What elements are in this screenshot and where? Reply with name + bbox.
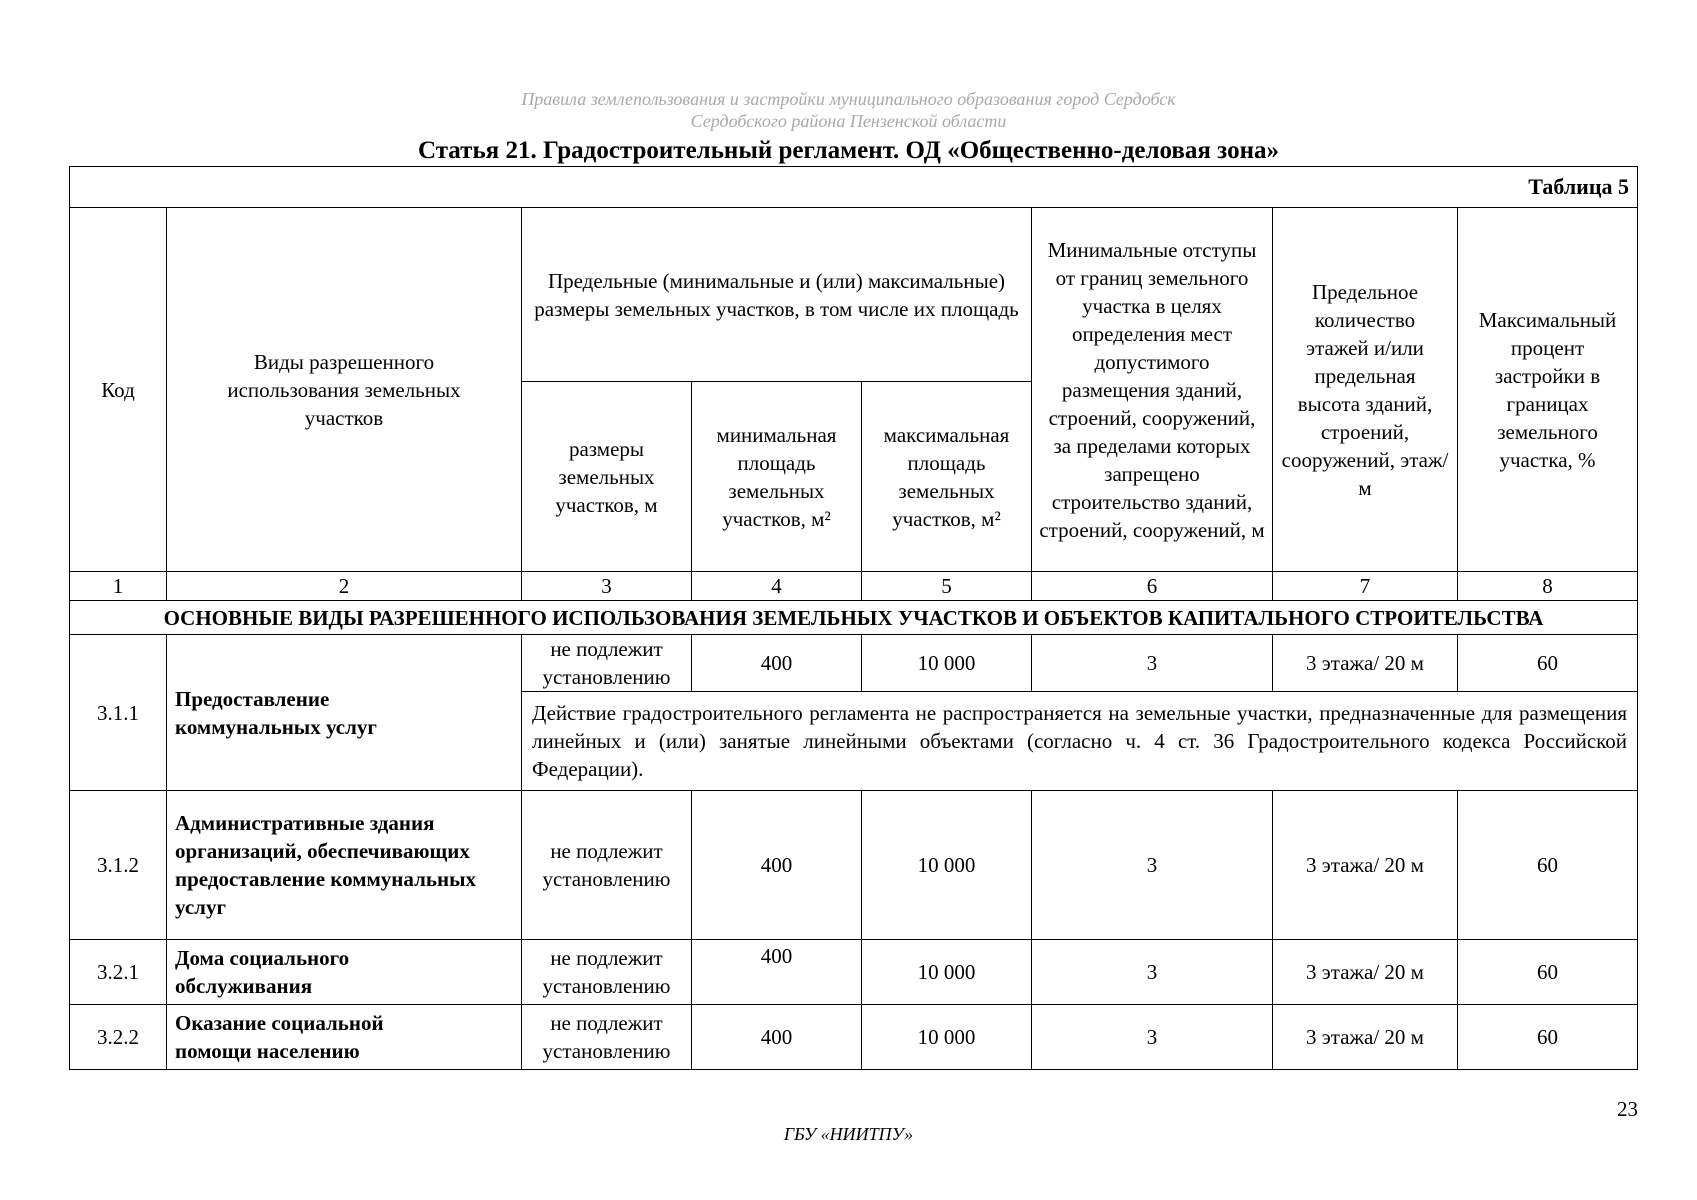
row-floors: 3 этажа/ 20 м	[1273, 940, 1458, 1005]
header-code: Код	[70, 208, 167, 572]
row-plot-size: не подлежит установлению	[522, 791, 692, 940]
table-label-row	[70, 167, 1638, 208]
column-number: 6	[1032, 572, 1273, 601]
table-row	[70, 1005, 1638, 1070]
row-code: 3.2.2	[70, 1005, 167, 1070]
row-max-area: 10 000	[862, 1005, 1032, 1070]
row-setback: 3	[1032, 635, 1273, 692]
column-number: 2	[167, 572, 522, 601]
header-use-type: Виды разрешенного использования земельных участков	[167, 208, 522, 572]
section-title: ОСНОВНЫЕ ВИДЫ РАЗРЕШЕННОГО ИСПОЛЬЗОВАНИЯ ЗЕМЕЛЬНЫХ УЧАСТКОВ И ОБЪЕКТОВ КАПИТАЛЬНОГО СТРОИТЕЛЬСТВА	[70, 601, 1638, 635]
row-max-area: 10 000	[862, 635, 1032, 692]
row-max-area: 10 000	[862, 791, 1032, 940]
row-code: 3.1.2	[70, 791, 167, 940]
row-plot-size: не подлежит установлению	[522, 635, 692, 692]
running-header-line-2: Сердобского района Пензенской области	[690, 111, 1007, 131]
running-header	[0, 88, 1697, 132]
column-number: 3	[522, 572, 692, 601]
header-limit-group: Предельные (минимальные и (или) максимальные) размеры земельных участков, в том числе их площадь	[522, 208, 1032, 382]
column-number-row	[70, 572, 1638, 601]
row-use-name: Административные здания организаций, обеспечивающих предоставление коммунальных услуг	[167, 791, 522, 940]
table-row	[70, 940, 1638, 1005]
row-plot-size: не подлежит установлению	[522, 1005, 692, 1070]
row-min-area: 400	[692, 1005, 862, 1070]
column-number: 5	[862, 572, 1032, 601]
section-row	[70, 601, 1638, 635]
row-min-area: 400	[692, 940, 862, 1005]
column-number: 7	[1273, 572, 1458, 601]
row-coverage: 60	[1458, 635, 1638, 692]
column-number: 1	[70, 572, 167, 601]
header-max-area: максимальная площадь земельных участков, м²	[862, 382, 1032, 572]
row-setback: 3	[1032, 791, 1273, 940]
row-setback: 3	[1032, 1005, 1273, 1070]
row-coverage: 60	[1458, 940, 1638, 1005]
row-code: 3.1.1	[70, 635, 167, 791]
row-setback: 3	[1032, 940, 1273, 1005]
row-use-name: Дома социального обслуживания	[167, 940, 522, 1005]
table-row	[70, 635, 1638, 692]
table-label: Таблица 5	[70, 167, 1638, 208]
header-plot-size: размеры земельных участков, м	[522, 382, 692, 572]
article-title: Статья 21. Градостроительный регламент. ОД «Общественно-деловая зона»	[418, 137, 1279, 164]
table-row	[70, 791, 1638, 940]
header-floors: Предельное количество этажей и/или предельная высота зданий, строений, сооружений, этаж/м	[1273, 208, 1458, 572]
footer-organization: ГБУ «НИИТПУ»	[783, 1124, 914, 1144]
row-note: Действие градостроительного регламента не распространяется на земельные участки, предназначенные для размещения линейных и (или) занятые линейными объектами (согласно ч. 4 ст. 36 Градостроительного кодекса Российской Федерации).	[522, 692, 1638, 791]
row-floors: 3 этажа/ 20 м	[1273, 791, 1458, 940]
header-row-1	[70, 208, 1638, 382]
row-floors: 3 этажа/ 20 м	[1273, 635, 1458, 692]
row-min-area: 400	[692, 635, 862, 692]
row-use-name: Оказание социальной помощи населению	[167, 1005, 522, 1070]
row-coverage: 60	[1458, 791, 1638, 940]
page-number: 23	[1617, 1097, 1638, 1121]
column-number: 4	[692, 572, 862, 601]
row-plot-size: не подлежит установлению	[522, 940, 692, 1005]
row-use-name: Предоставление коммунальных услуг	[167, 635, 522, 791]
regulation-table	[69, 166, 1638, 1070]
header-min-area: минимальная площадь земельных участков, м²	[692, 382, 862, 572]
row-max-area: 10 000	[862, 940, 1032, 1005]
column-number: 8	[1458, 572, 1638, 601]
row-floors: 3 этажа/ 20 м	[1273, 1005, 1458, 1070]
header-setbacks: Минимальные отступы от границ земельного участка в целях определения мест допустимого размещения зданий, строений, сооружений, за пределами которых запрещено строительство зданий, строений, сооружений, м	[1032, 208, 1273, 572]
row-min-area: 400	[692, 791, 862, 940]
row-code: 3.2.1	[70, 940, 167, 1005]
header-coverage: Максимальный процент застройки в границах земельного участка, %	[1458, 208, 1638, 572]
running-header-line-1: Правила землепользования и застройки муниципального образования город Сердобск	[521, 89, 1176, 109]
row-coverage: 60	[1458, 1005, 1638, 1070]
